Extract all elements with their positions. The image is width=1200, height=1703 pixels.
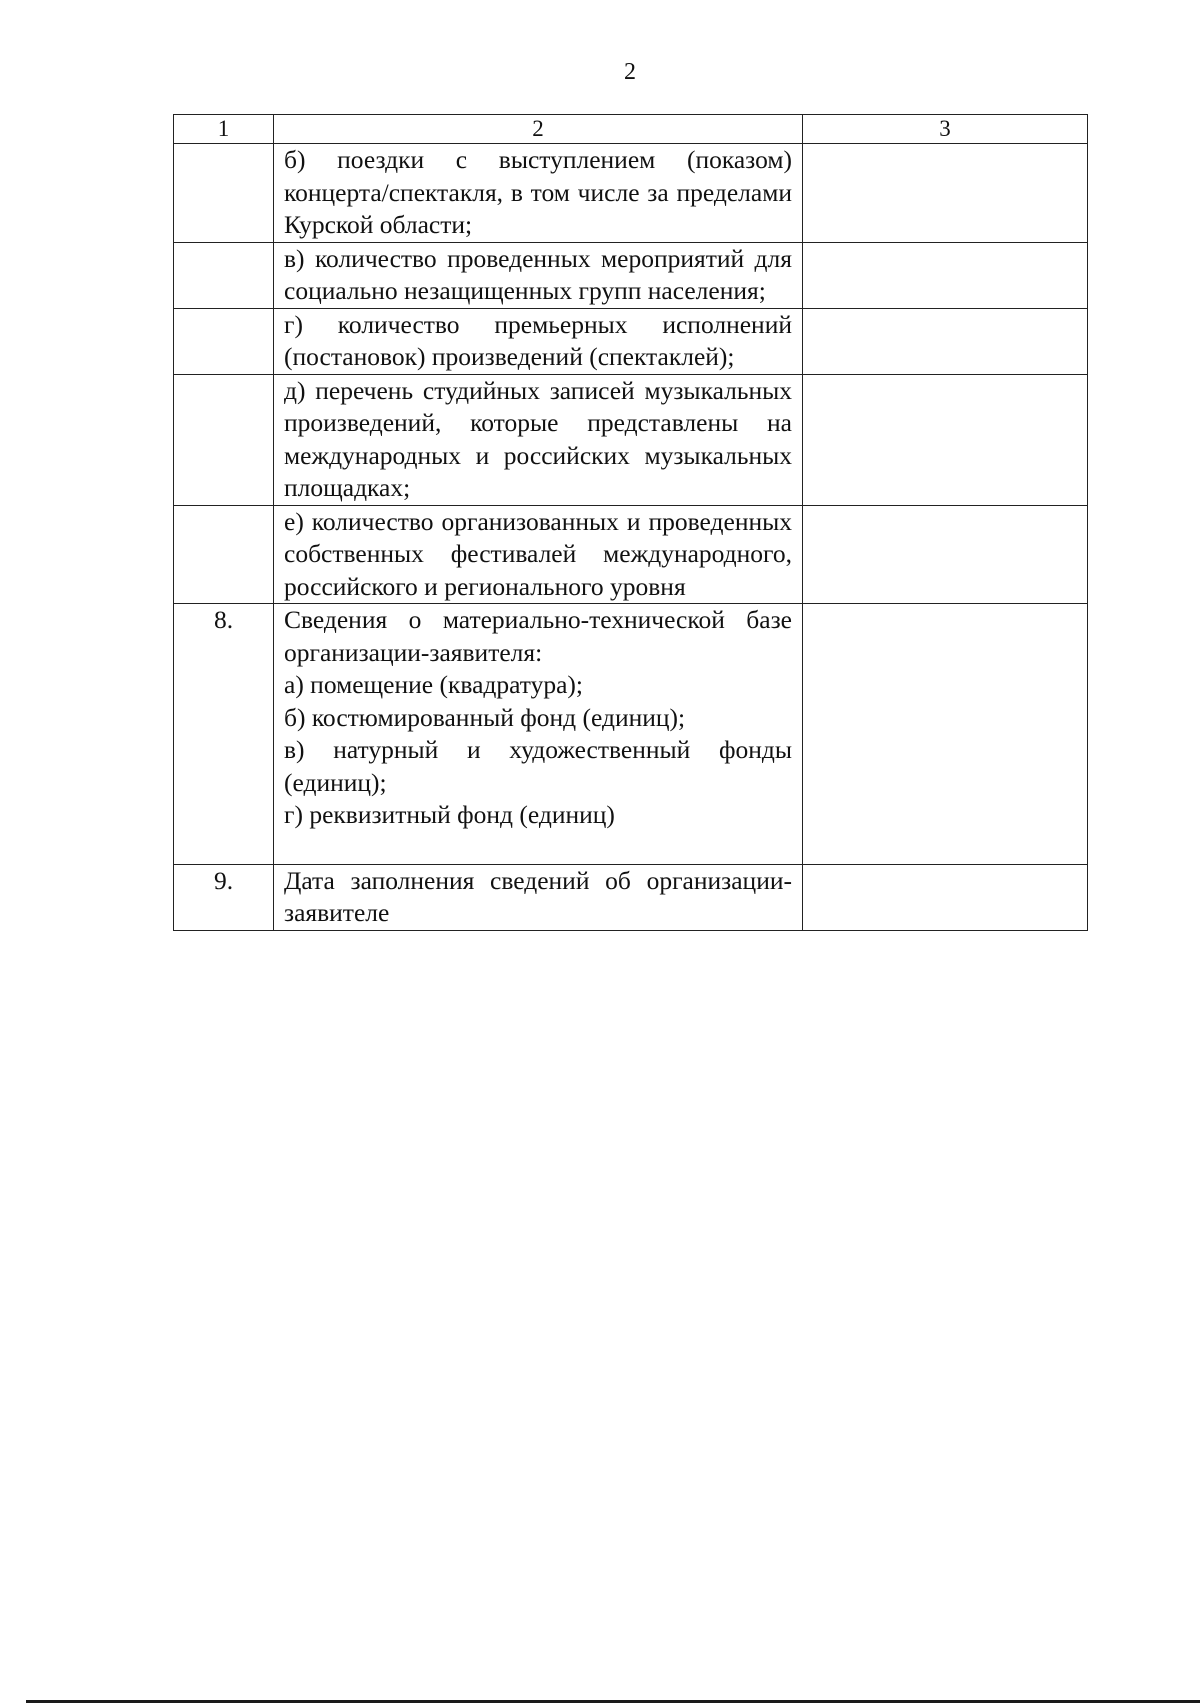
row-text: б) поездки с выступлением (показом) концерта/спектакля, в том числе за пределами Курской области; — [284, 145, 792, 239]
row-text-cell — [274, 242, 803, 308]
row-subitem-a: а) помещение (квадратура); — [284, 670, 583, 699]
row-number-cell: 8. — [174, 604, 274, 865]
table-row-item-8 — [174, 604, 1088, 865]
table-row — [174, 374, 1088, 505]
row-value-cell — [803, 308, 1088, 374]
table-row-item-9 — [174, 864, 1088, 930]
row-subitem-v: в) натурный и художественный фонды (единиц); — [284, 735, 792, 797]
row-text: г) количество премьерных исполнений (постановок) произведений (спектаклей); — [284, 309, 792, 371]
table-row — [174, 505, 1088, 604]
row-value-cell — [803, 604, 1088, 865]
table-row — [174, 242, 1088, 308]
row-text-cell — [274, 374, 803, 505]
row-subitem-b: б) костюмированный фонд (единиц); — [284, 702, 686, 732]
row-number-cell — [174, 242, 274, 308]
row-text-cell — [274, 604, 803, 865]
row-value-cell — [803, 242, 1088, 308]
row-text: е) количество организованных и проведенных собственных фестивалей международного, российского и регионального уровня — [284, 506, 792, 601]
row-text-cell — [274, 144, 803, 243]
page-number: 2 — [624, 59, 636, 85]
row-value-cell — [803, 864, 1088, 930]
table-row — [174, 308, 1088, 374]
column-header-3: 3 — [803, 115, 1088, 144]
row-value-cell — [803, 505, 1088, 604]
application-info-table — [173, 114, 1088, 931]
table-header-row — [174, 115, 1088, 144]
column-header-1: 1 — [174, 115, 274, 144]
column-header-2: 2 — [274, 115, 803, 144]
row-text-cell — [274, 308, 803, 374]
row-text-cell — [274, 505, 803, 604]
row-number-cell — [174, 374, 274, 505]
row-number-cell: 9. — [174, 864, 274, 930]
row-text: в) количество проведенных мероприятий для социально незащищенных групп населения; — [284, 243, 792, 305]
row-value-cell — [803, 144, 1088, 243]
table-row — [174, 144, 1088, 243]
row-value-cell — [803, 374, 1088, 505]
row-text: д) перечень студийных записей музыкальных произведений, которые представлены на международных и российских музыкальных площадках; — [284, 375, 792, 502]
row-text: Дата заполнения сведений об организации-заявителе — [284, 865, 792, 927]
row-subitem-g: г) реквизитный фонд (единиц) — [284, 800, 615, 829]
row-text-cell — [274, 864, 803, 930]
row-number-cell — [174, 308, 274, 374]
row-number-cell — [174, 505, 274, 604]
row-number-cell — [174, 144, 274, 243]
row-intro-text: Сведения о материально-технической базе организации-заявителя: — [284, 605, 792, 667]
